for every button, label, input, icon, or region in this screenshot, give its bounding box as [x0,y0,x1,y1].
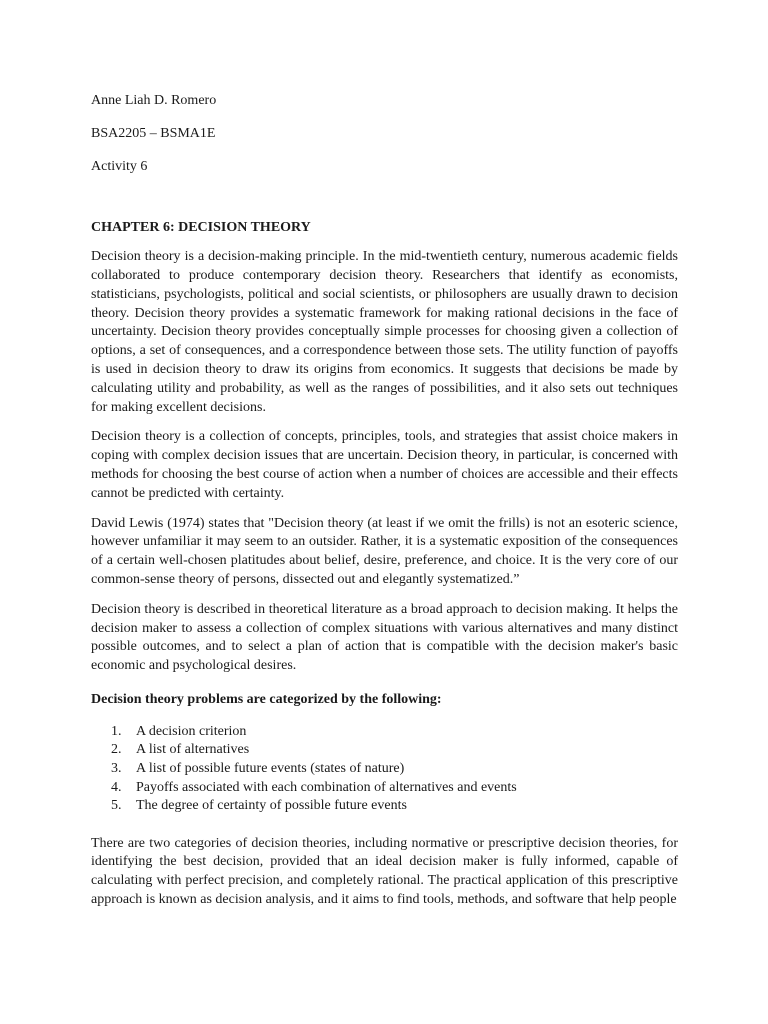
list-item-number: 5. [111,798,122,814]
list-item [111,760,678,779]
list-item-number: 3. [111,760,122,776]
list-item [111,723,678,742]
list-item [111,741,678,760]
list-item-text: A list of possible future events (states of nature) [136,760,405,776]
paragraph-1: Decision theory is a decision-making principle. In the mid-twentieth century, numerous academic fields collaborated to produce contemporary decision theory. Researchers that identify as economists, statisticians, psychologists, political and social scientists, or philosophers are usually drawn to decision theory. Decision theory provides a systematic framework for making rational decisions in the face of uncertainty. Decision theory provides conceptually simple processes for choosing given a collection of options, a set of consequences, and a correspondence between those sets. The utility function of payoffs is used in decision theory to draw its origins from economics. It suggests that decisions be made by calculating utility and probability, as well as the ranges of possibilities, and it also sets out techniques for making excellent decisions. [91,249,678,415]
list-item-text: The degree of certainty of possible future events [136,798,407,814]
list-item-text: Payoffs associated with each combination of alternatives and events [136,779,517,795]
list-item [111,797,678,816]
author-name: Anne Liah D. Romero [91,93,217,108]
problem-categories-list [91,723,678,816]
list-item [111,779,678,798]
list-item-text: A decision criterion [136,723,247,739]
paragraph-2: Decision theory is a collection of concepts, principles, tools, and strategies that assist choice makers in coping with complex decision issues that are uncertain. Decision theory, in particular, is concerned with methods for choosing the best course of action when a number of choices are accessible and their effects cannot be predicted with certainty. [91,429,678,501]
list-heading: Decision theory problems are categorized by the following: [91,691,442,707]
closing-paragraph: There are two categories of decision theories, including normative or prescriptive decision theories, for identifying the best decision, provided that an ideal decision maker is fully informed, capable of calculating with perfect precision, and completely rational. The practical application of this prescriptive approach is known as decision analysis, and it aims to find tools, methods, and software that help people [91,835,678,908]
list-item-number: 2. [111,742,122,758]
list-item-number: 4. [111,779,122,795]
list-item-number: 1. [111,723,122,739]
paragraph-3: David Lewis (1974) states that "Decision theory (at least if we omit the frills) is not an esoteric science, however unfamiliar it may seem to an outsider. Rather, it is a systematic exposition of the consequences of a certain well-chosen platitudes about belief, desire, preference, and choice. It is the very core of our common-sense theory of persons, dissected out and elegantly systematized.” [91,515,678,587]
activity-label: Activity 6 [91,158,148,174]
chapter-title: CHAPTER 6: DECISION THEORY [91,220,311,236]
paragraph-4: Decision theory is described in theoretical literature as a broad approach to decision making. It helps the decision maker to assess a collection of complex situations with various alternatives and many distinct possible outcomes, and to select a plan of action that is compatible with the decision maker's basic economic and psychological desires. [91,601,678,674]
list-item-text: A list of alternatives [136,742,250,758]
course-code: BSA2205 – BSMA1E [91,125,216,141]
